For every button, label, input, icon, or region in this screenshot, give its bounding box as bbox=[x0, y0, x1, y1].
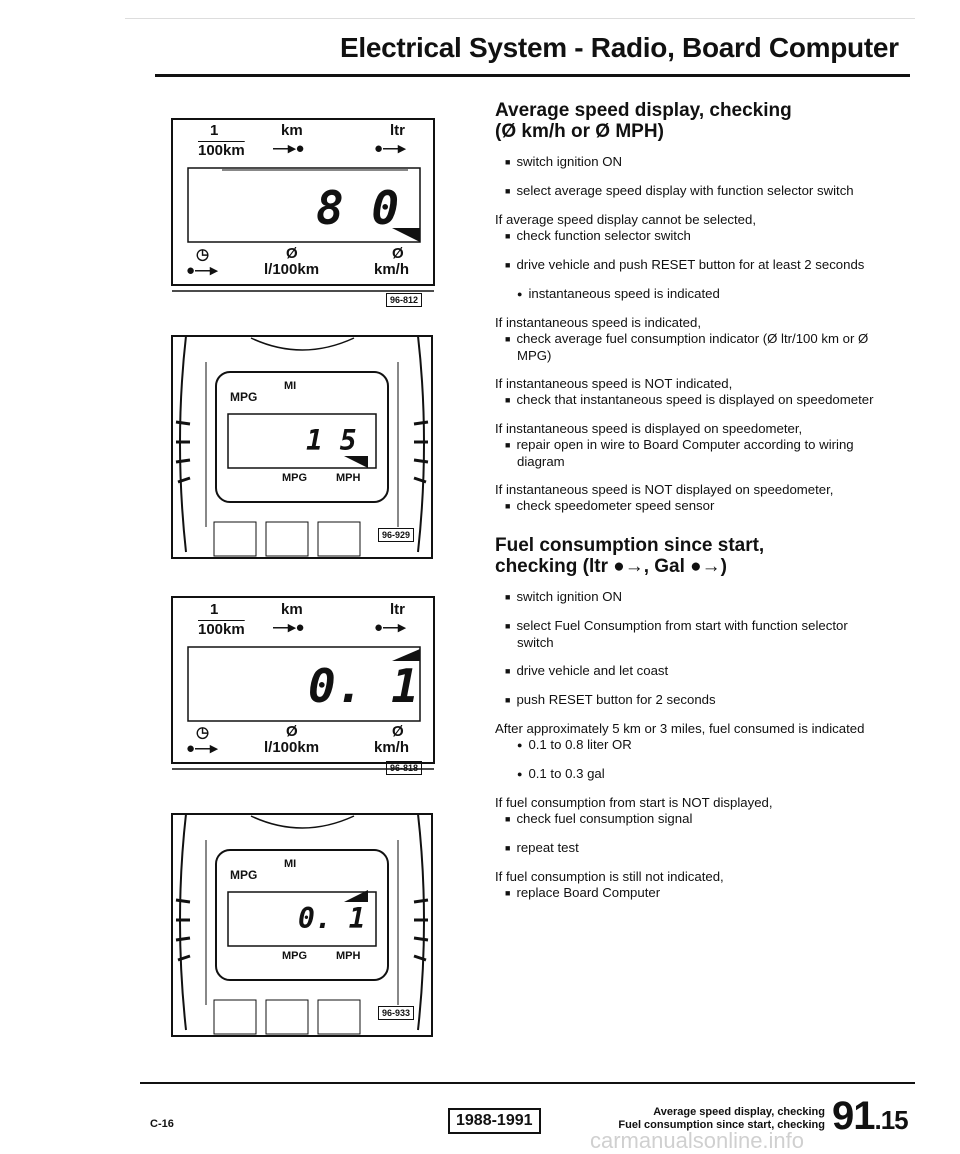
page-title: Electrical System - Radio, Board Computer bbox=[340, 32, 899, 63]
clock-icon: ◷ bbox=[196, 246, 210, 263]
arrow-dot-icon: —▸● bbox=[273, 619, 305, 636]
fig4-label-mi: MI bbox=[284, 858, 297, 870]
heading-line: checking (ltr ●→, Gal ●→) bbox=[495, 556, 727, 577]
condition-text: If fuel consumption from start is NOT displayed, bbox=[495, 795, 773, 810]
cluster-frame bbox=[166, 332, 438, 560]
list-item: ■ switch ignition ON bbox=[495, 589, 885, 606]
step-group bbox=[495, 589, 885, 709]
fig2-label-mi: MI bbox=[284, 380, 297, 392]
dot-arrow-icon: ●—▸ bbox=[186, 740, 218, 757]
step-group bbox=[495, 869, 885, 902]
figure-display-metric-1 bbox=[168, 105, 436, 305]
fig4-label-mpg: MPG bbox=[230, 868, 258, 882]
fig1-digits: 8 0 bbox=[316, 181, 400, 235]
fig2-digits: 1 5 bbox=[306, 424, 357, 457]
list-item: ■ check that instantaneous speed is displayed on speedometer bbox=[495, 392, 885, 409]
list-item: ■ drive vehicle and let coast bbox=[495, 663, 885, 680]
list-item: ■ select average speed display with function selector switch bbox=[495, 183, 885, 200]
arrow-dot-icon: —▸● bbox=[273, 140, 305, 157]
dot-arrow-icon: ●—▸ bbox=[374, 140, 406, 157]
fig3-label-ltr: ltr bbox=[390, 601, 405, 618]
heading-line: (Ø km/h or Ø MPH) bbox=[495, 121, 664, 142]
list-item: ● 0.1 to 0.3 gal bbox=[495, 766, 885, 783]
step-group bbox=[495, 421, 885, 470]
fig2-label-mpg: MPG bbox=[230, 390, 258, 404]
fig1-label-l100km: l/100km bbox=[264, 261, 320, 278]
footer-years-box: 1988-1991 bbox=[448, 1108, 541, 1134]
fig1-label-100km: 100km bbox=[198, 142, 245, 159]
section-heading-average-speed bbox=[495, 100, 885, 142]
list-item: ■ check fuel consumption signal bbox=[495, 811, 885, 828]
step-group bbox=[495, 795, 885, 857]
figure-id: 96-812 bbox=[386, 293, 422, 307]
figure-id: 96-818 bbox=[386, 761, 422, 775]
instructions-column bbox=[495, 100, 885, 914]
figure-display-metric-2 bbox=[168, 585, 436, 785]
condition-text: After approximately 5 km or 3 miles, fuel consumed is indicated bbox=[495, 721, 865, 736]
step-group bbox=[495, 376, 885, 409]
page-number-sub: .15 bbox=[874, 1105, 908, 1135]
fig2-label-mph: MPH bbox=[336, 472, 361, 484]
list-item: ■ switch ignition ON bbox=[495, 154, 885, 171]
condition-text: If instantaneous speed is displayed on speedometer, bbox=[495, 421, 803, 436]
footer-rule bbox=[140, 1082, 915, 1084]
page-number bbox=[832, 1094, 908, 1139]
heading-line: Average speed display, checking bbox=[495, 100, 792, 121]
list-item: ■ repair open in wire to Board Computer according to wiring diagram bbox=[495, 437, 885, 470]
list-item: ● 0.1 to 0.8 liter OR bbox=[495, 737, 885, 754]
fig4-digits: 0. 1 bbox=[298, 902, 366, 935]
avg-symbol: Ø bbox=[392, 723, 404, 740]
figure-cluster-1 bbox=[166, 332, 438, 560]
fig1-label-1: 1 bbox=[210, 122, 219, 139]
condition-text: If average speed display cannot be selected, bbox=[495, 212, 756, 227]
list-item: ● instantaneous speed is indicated bbox=[495, 286, 885, 303]
list-item: ■ replace Board Computer bbox=[495, 885, 885, 902]
list-item: ■ check function selector switch bbox=[495, 228, 885, 245]
step-group bbox=[495, 482, 885, 515]
condition-text: If instantaneous speed is NOT displayed on speedometer, bbox=[495, 482, 834, 497]
step-group bbox=[495, 315, 885, 364]
fig3-label-100km: 100km bbox=[198, 621, 245, 638]
avg-symbol: Ø bbox=[286, 245, 298, 262]
fig1-label-km: km bbox=[281, 122, 303, 139]
header-rule bbox=[155, 74, 910, 77]
avg-symbol: Ø bbox=[392, 245, 404, 262]
condition-text: If instantaneous speed is NOT indicated, bbox=[495, 376, 733, 391]
list-item: ■ check average fuel consumption indicator (Ø ltr/100 km or Ø MPG) bbox=[495, 331, 885, 364]
step-group bbox=[495, 257, 885, 303]
dot-arrow-icon: ●—▸ bbox=[186, 262, 218, 279]
watermark: carmanualsonline.info bbox=[590, 1128, 805, 1153]
fig3-label-km: km bbox=[281, 601, 303, 618]
figure-id: 96-929 bbox=[378, 528, 414, 542]
clock-icon: ◷ bbox=[196, 724, 210, 741]
fig1-label-kmh: km/h bbox=[374, 261, 410, 278]
list-item: ■ repeat test bbox=[495, 840, 885, 857]
footer-page-code: C-16 bbox=[150, 1118, 174, 1130]
section-heading-fuel-consumption bbox=[495, 535, 885, 577]
list-item: ■ check speedometer speed sensor bbox=[495, 498, 885, 515]
condition-text: If fuel consumption is still not indicated, bbox=[495, 869, 724, 884]
step-group bbox=[495, 721, 885, 783]
fig1-label-ltr: ltr bbox=[390, 122, 405, 139]
fig3-label-l100km: l/100km bbox=[264, 739, 320, 756]
step-group bbox=[495, 154, 885, 200]
heading-line: Fuel consumption since start, bbox=[495, 535, 765, 556]
avg-symbol: Ø bbox=[286, 723, 298, 740]
condition-text: If instantaneous speed is indicated, bbox=[495, 315, 702, 330]
fig3-digits: 0. 1 bbox=[308, 659, 419, 713]
page-number-main: 91 bbox=[832, 1094, 875, 1138]
figure-cluster-2 bbox=[166, 810, 438, 1038]
top-line bbox=[125, 18, 915, 19]
step-group bbox=[495, 212, 885, 245]
fig4-label-mpg-bottom: MPG bbox=[282, 950, 308, 962]
fig3-label-kmh: km/h bbox=[374, 739, 410, 756]
footer-caption-line: Average speed display, checking bbox=[653, 1106, 825, 1118]
fig4-label-mph: MPH bbox=[336, 950, 361, 962]
fig2-label-mpg-bottom: MPG bbox=[282, 472, 308, 484]
figure-id: 96-933 bbox=[378, 1006, 414, 1020]
footer-caption-line: Fuel consumption since start, checking bbox=[618, 1119, 825, 1131]
fig3-label-1: 1 bbox=[210, 601, 219, 618]
dot-arrow-icon: ●—▸ bbox=[374, 619, 406, 636]
list-item: ■ push RESET button for 2 seconds bbox=[495, 692, 885, 709]
list-item: ■ drive vehicle and push RESET button for at least 2 seconds bbox=[495, 257, 885, 274]
list-item: ■ select Fuel Consumption from start with function selector switch bbox=[495, 618, 885, 651]
